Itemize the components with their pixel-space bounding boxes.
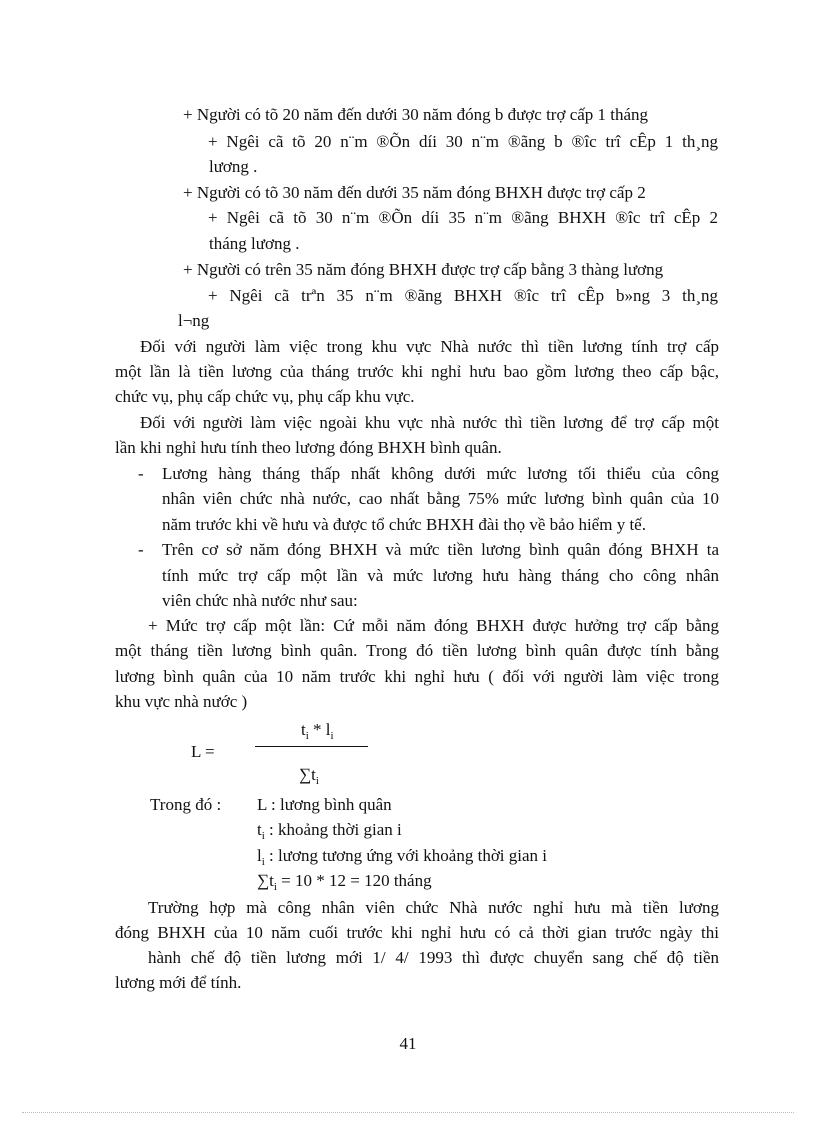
legend-line: L : lương bình quân xyxy=(257,795,392,814)
page-number: 41 xyxy=(399,1034,417,1053)
legend-line: $t_i$ : khoảng thời gian i xyxy=(257,820,402,842)
text-line: lương bình quân của 10 năm trước khi nghỉ hưu ( đối với người làm việc trong xyxy=(115,667,719,686)
text-line: một lần là tiền lương của tháng trước khi nghỉ hưu bao gồm lương theo cấp bậc, xyxy=(115,362,719,381)
text-line: lần khi nghỉ hưu tính theo lương đóng BHXH bình quân. xyxy=(115,438,502,457)
text-line: Đối với người làm việc trong khu vực Nhà nước thì tiền lương tính trợ cấp xyxy=(140,337,719,356)
legend-line: $\sum t_i = 10 * 12 = 120$ tháng xyxy=(257,871,432,893)
formula-denominator: $\sum t_i$ xyxy=(299,765,319,787)
formula-lhs: L = xyxy=(191,742,215,761)
fraction-bar xyxy=(255,746,368,747)
formula-numerator: $t_i * l_i$ xyxy=(301,720,334,742)
text-line: lương . xyxy=(209,157,258,176)
bullet-dash: - xyxy=(138,540,144,559)
text-line: + Người có tõ 30 năm đến dưới 35 năm đóng BHXH được trợ cấp 2 xyxy=(183,183,646,202)
text-line: viên chức nhà nước như sau: xyxy=(162,591,358,610)
text-line: một tháng tiền lương bình quân. Trong đó tiền lương bình quân được tính bằng xyxy=(115,641,719,660)
text-line: khu vực nhà nước ) xyxy=(115,692,248,711)
text-line: + Người có trên 35 năm đóng BHXH được trợ cấp bằng 3 thàng lương xyxy=(183,260,664,279)
text-line: + Ngêi cã tõ 30 n¨m ®Õn díi 35 n¨m ®ãng BHXH ®îc trî cÊp 2 xyxy=(208,208,718,227)
legend-label: Trong đó : xyxy=(150,795,222,814)
text-line: Trên cơ sở năm đóng BHXH và mức tiền lương bình quân đóng BHXH ta xyxy=(162,540,719,559)
text-line: + Ngêi cã trªn 35 n¨m ®ãng BHXH ®îc trî cÊp b»ng 3 th¸ng xyxy=(208,286,718,305)
text-line: đóng BHXH của 10 năm cuối trước khi nghỉ hưu có cả thời gian trước ngày thi xyxy=(115,923,719,942)
text-line: + Ngêi cã tõ 20 n¨m ®Õn díi 30 n¨m ®ãng b ®îc trî cÊp 1 th¸ng xyxy=(208,132,718,151)
text-line: chức vụ, phụ cấp chức vụ, phụ cấp khu vực. xyxy=(115,387,415,406)
text-line: + Mức trợ cấp một lần: Cứ mỗi năm đóng BHXH được hưởng trợ cấp bằng xyxy=(148,616,719,635)
text-line: nhân viên chức nhà nước, cao nhất bằng 75% mức lương bình quân của 10 xyxy=(162,489,719,508)
page-bottom-divider xyxy=(22,1112,794,1113)
text-line: l¬ng xyxy=(178,311,210,330)
text-line: tính mức trợ cấp một lần và mức lương hưu hàng tháng cho công nhân xyxy=(162,566,719,585)
text-line: Lương hàng tháng thấp nhất không dưới mức lương tối thiểu của công xyxy=(162,464,719,483)
text-line: lương mới để tính. xyxy=(115,973,242,992)
text-line: Trường hợp mà công nhân viên chức Nhà nước nghỉ hưu mà tiền lương xyxy=(148,898,719,917)
text-line: hành chế độ tiền lương mới 1/ 4/ 1993 thì được chuyển sang chế độ tiền xyxy=(148,948,719,967)
legend-line: $l_i$ : lương tương ứng với khoảng thời gian i xyxy=(257,846,548,868)
text-line: Đối với người làm việc ngoài khu vực nhà nước thì tiền lương để trợ cấp một xyxy=(140,413,719,432)
text-line: tháng lương . xyxy=(209,234,300,253)
text-line: năm trước khi về hưu và được tổ chức BHXH đài thọ về bảo hiểm y tế. xyxy=(162,515,646,534)
text-line: + Người có tõ 20 năm đến dưới 30 năm đóng b được trợ cấp 1 tháng xyxy=(183,105,649,124)
bullet-dash: - xyxy=(138,464,144,483)
